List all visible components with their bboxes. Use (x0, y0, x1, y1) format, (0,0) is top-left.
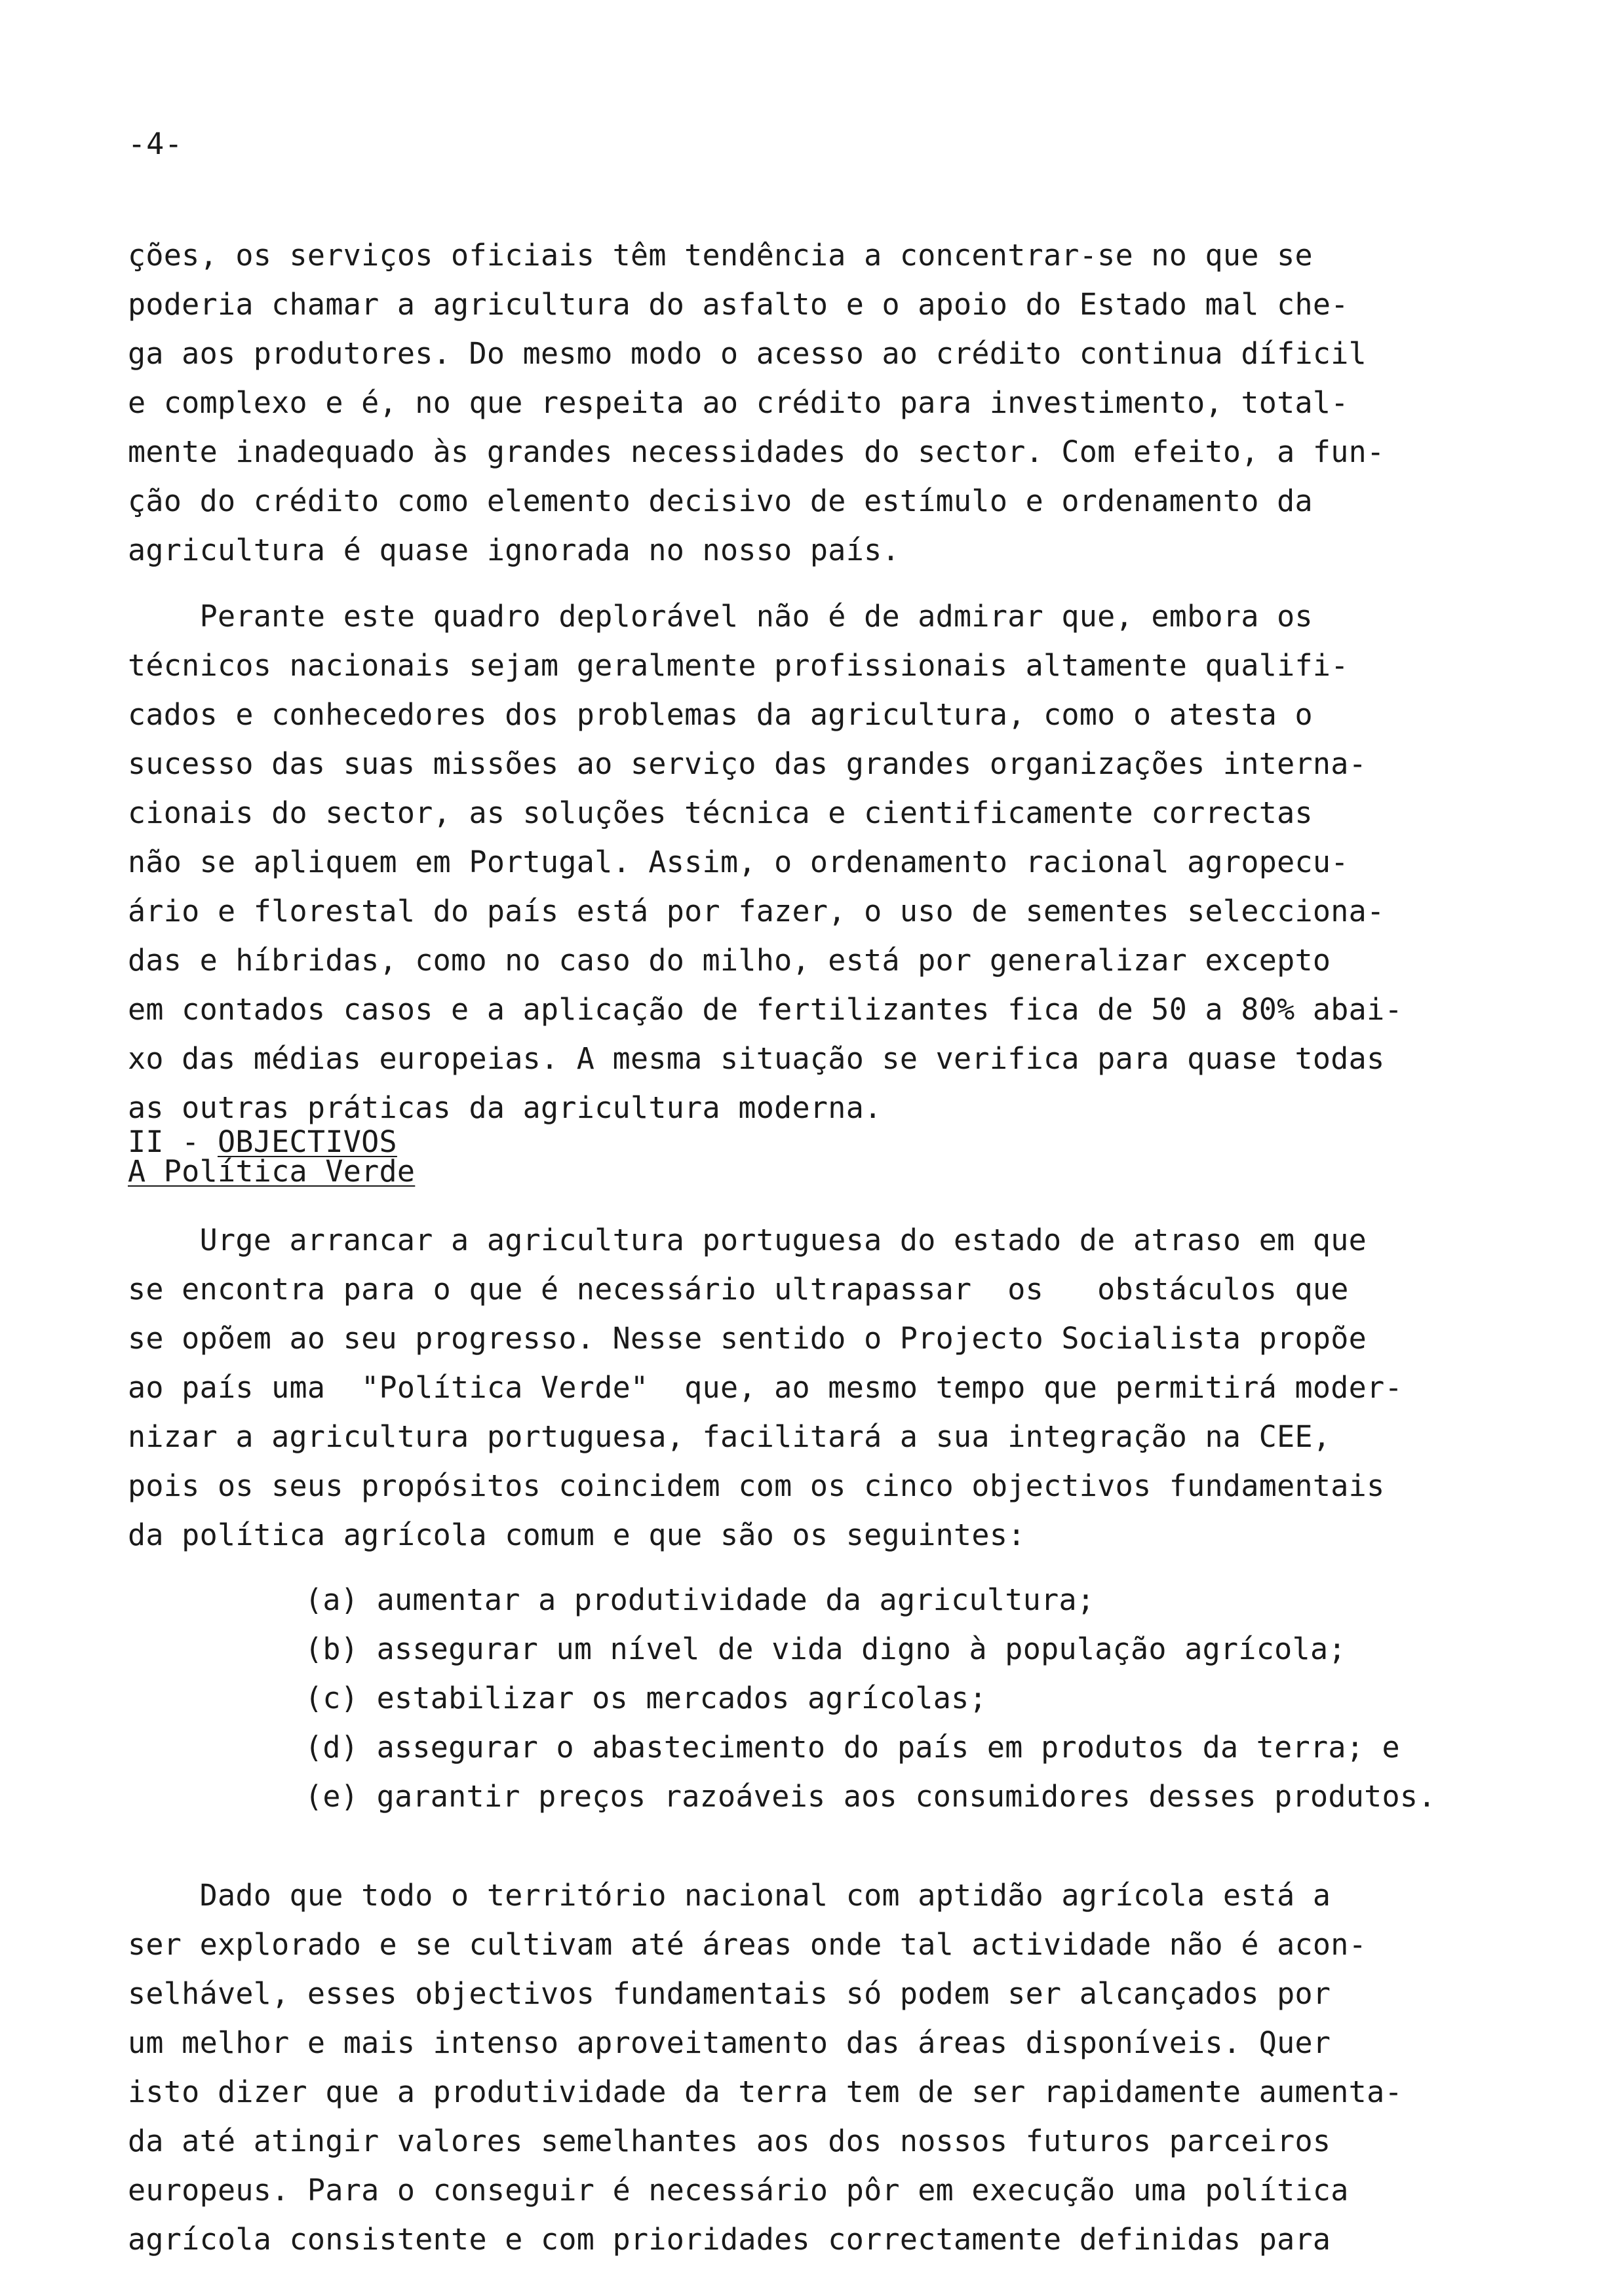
list-item: (a) aumentar a produtividade da agricultura; (305, 1582, 1095, 1617)
text-line: nizar a agricultura portuguesa, facilitará a sua integração na CEE, (128, 1419, 1331, 1454)
text-line: se opõem ao seu progresso. Nesse sentido o Projecto Socialista propõe (128, 1321, 1367, 1356)
text-line: agricultura é quase ignorada no nosso país. (128, 533, 900, 567)
text-line: poderia chamar a agricultura do asfalto e o apoio do Estado mal che- (128, 287, 1349, 322)
text-line: europeus. Para o conseguir é necessário pôr em execução uma política (128, 2173, 1349, 2208)
text-line: ário e florestal do país está por fazer, o uso de sementes selecciona- (128, 894, 1385, 928)
text-line: Dado que todo o território nacional com aptidão agrícola está a (128, 1878, 1331, 1913)
text-line: as outras práticas da agricultura moderna. (128, 1090, 882, 1125)
text-line: da até atingir valores semelhantes aos dos nossos futuros parceiros (128, 2124, 1331, 2158)
text-line: agrícola consistente e com prioridades correctamente definidas para (128, 2222, 1331, 2257)
section-subtitle: A Política Verde (128, 1154, 416, 1189)
text-line: Urge arrancar a agricultura portuguesa do estado de atraso em que (128, 1223, 1367, 1257)
page-number: -4- (128, 126, 184, 161)
list-item: (d) assegurar o abastecimento do país em produtos da terra; e (305, 1730, 1400, 1765)
list-item: (e) garantir preços razoáveis aos consumidores desses produtos. (305, 1779, 1436, 1814)
text-line: selhável, esses objectivos fundamentais só podem ser alcançados por (128, 1976, 1331, 2011)
text-line: um melhor e mais intenso aproveitamento das áreas disponíveis. Quer (128, 2025, 1331, 2060)
paragraph-productivity (128, 1871, 1544, 2264)
paragraph-green-policy (128, 1215, 1544, 1559)
paragraph-credit (128, 231, 1544, 575)
text-line: Perante este quadro deplorável não é de admirar que, embora os (128, 599, 1313, 634)
text-line: ga aos produtores. Do mesmo modo o acesso ao crédito continua díficil (128, 336, 1367, 371)
text-line: ao país uma "Política Verde" que, ao mesmo tempo que permitirá moder- (128, 1370, 1403, 1405)
text-line: e complexo e é, no que respeita ao crédito para investimento, total- (128, 385, 1349, 420)
list-item: (c) estabilizar os mercados agrícolas; (305, 1681, 987, 1715)
text-line: cionais do sector, as soluções técnica e cientificamente correctas (128, 795, 1313, 830)
section-number: II - (128, 1124, 218, 1159)
text-line: ser explorado e se cultivam até áreas onde tal actividade não é acon- (128, 1927, 1367, 1962)
text-line: das e híbridas, como no caso do milho, está por generalizar excepto (128, 943, 1331, 978)
text-line: não se apliquem em Portugal. Assim, o ordenamento racional agropecu- (128, 845, 1349, 879)
section-title: OBJECTIVOS (217, 1124, 397, 1159)
text-line: xo das médias europeias. A mesma situação se verifica para quase todas (128, 1041, 1385, 1076)
text-line: técnicos nacionais sejam geralmente profissionais altamente qualifi- (128, 648, 1349, 683)
text-line: pois os seus propósitos coincidem com os cinco objectivos fundamentais (128, 1468, 1385, 1503)
text-line: isto dizer que a produtividade da terra tem de ser rapidamente aumenta- (128, 2075, 1403, 2109)
objectives-list (305, 1575, 1550, 1821)
paragraph-technicians (128, 592, 1544, 1132)
text-line: mente inadequado às grandes necessidades do sector. Com efeito, a fun- (128, 434, 1385, 469)
text-line: cados e conhecedores dos problemas da agricultura, como o atesta o (128, 697, 1313, 732)
text-line: ções, os serviços oficiais têm tendência a concentrar-se no que se (128, 238, 1313, 273)
text-line: sucesso das suas missões ao serviço das grandes organizações interna- (128, 746, 1367, 781)
text-line: ção do crédito como elemento decisivo de estímulo e ordenamento da (128, 484, 1313, 518)
list-item: (b) assegurar um nível de vida digno à população agrícola; (305, 1632, 1346, 1666)
text-line: se encontra para o que é necessário ultrapassar os obstáculos que (128, 1272, 1349, 1307)
text-line: da política agrícola comum e que são os seguintes: (128, 1518, 1026, 1552)
text-line: em contados casos e a aplicação de fertilizantes fica de 50 a 80% abai- (128, 992, 1403, 1027)
